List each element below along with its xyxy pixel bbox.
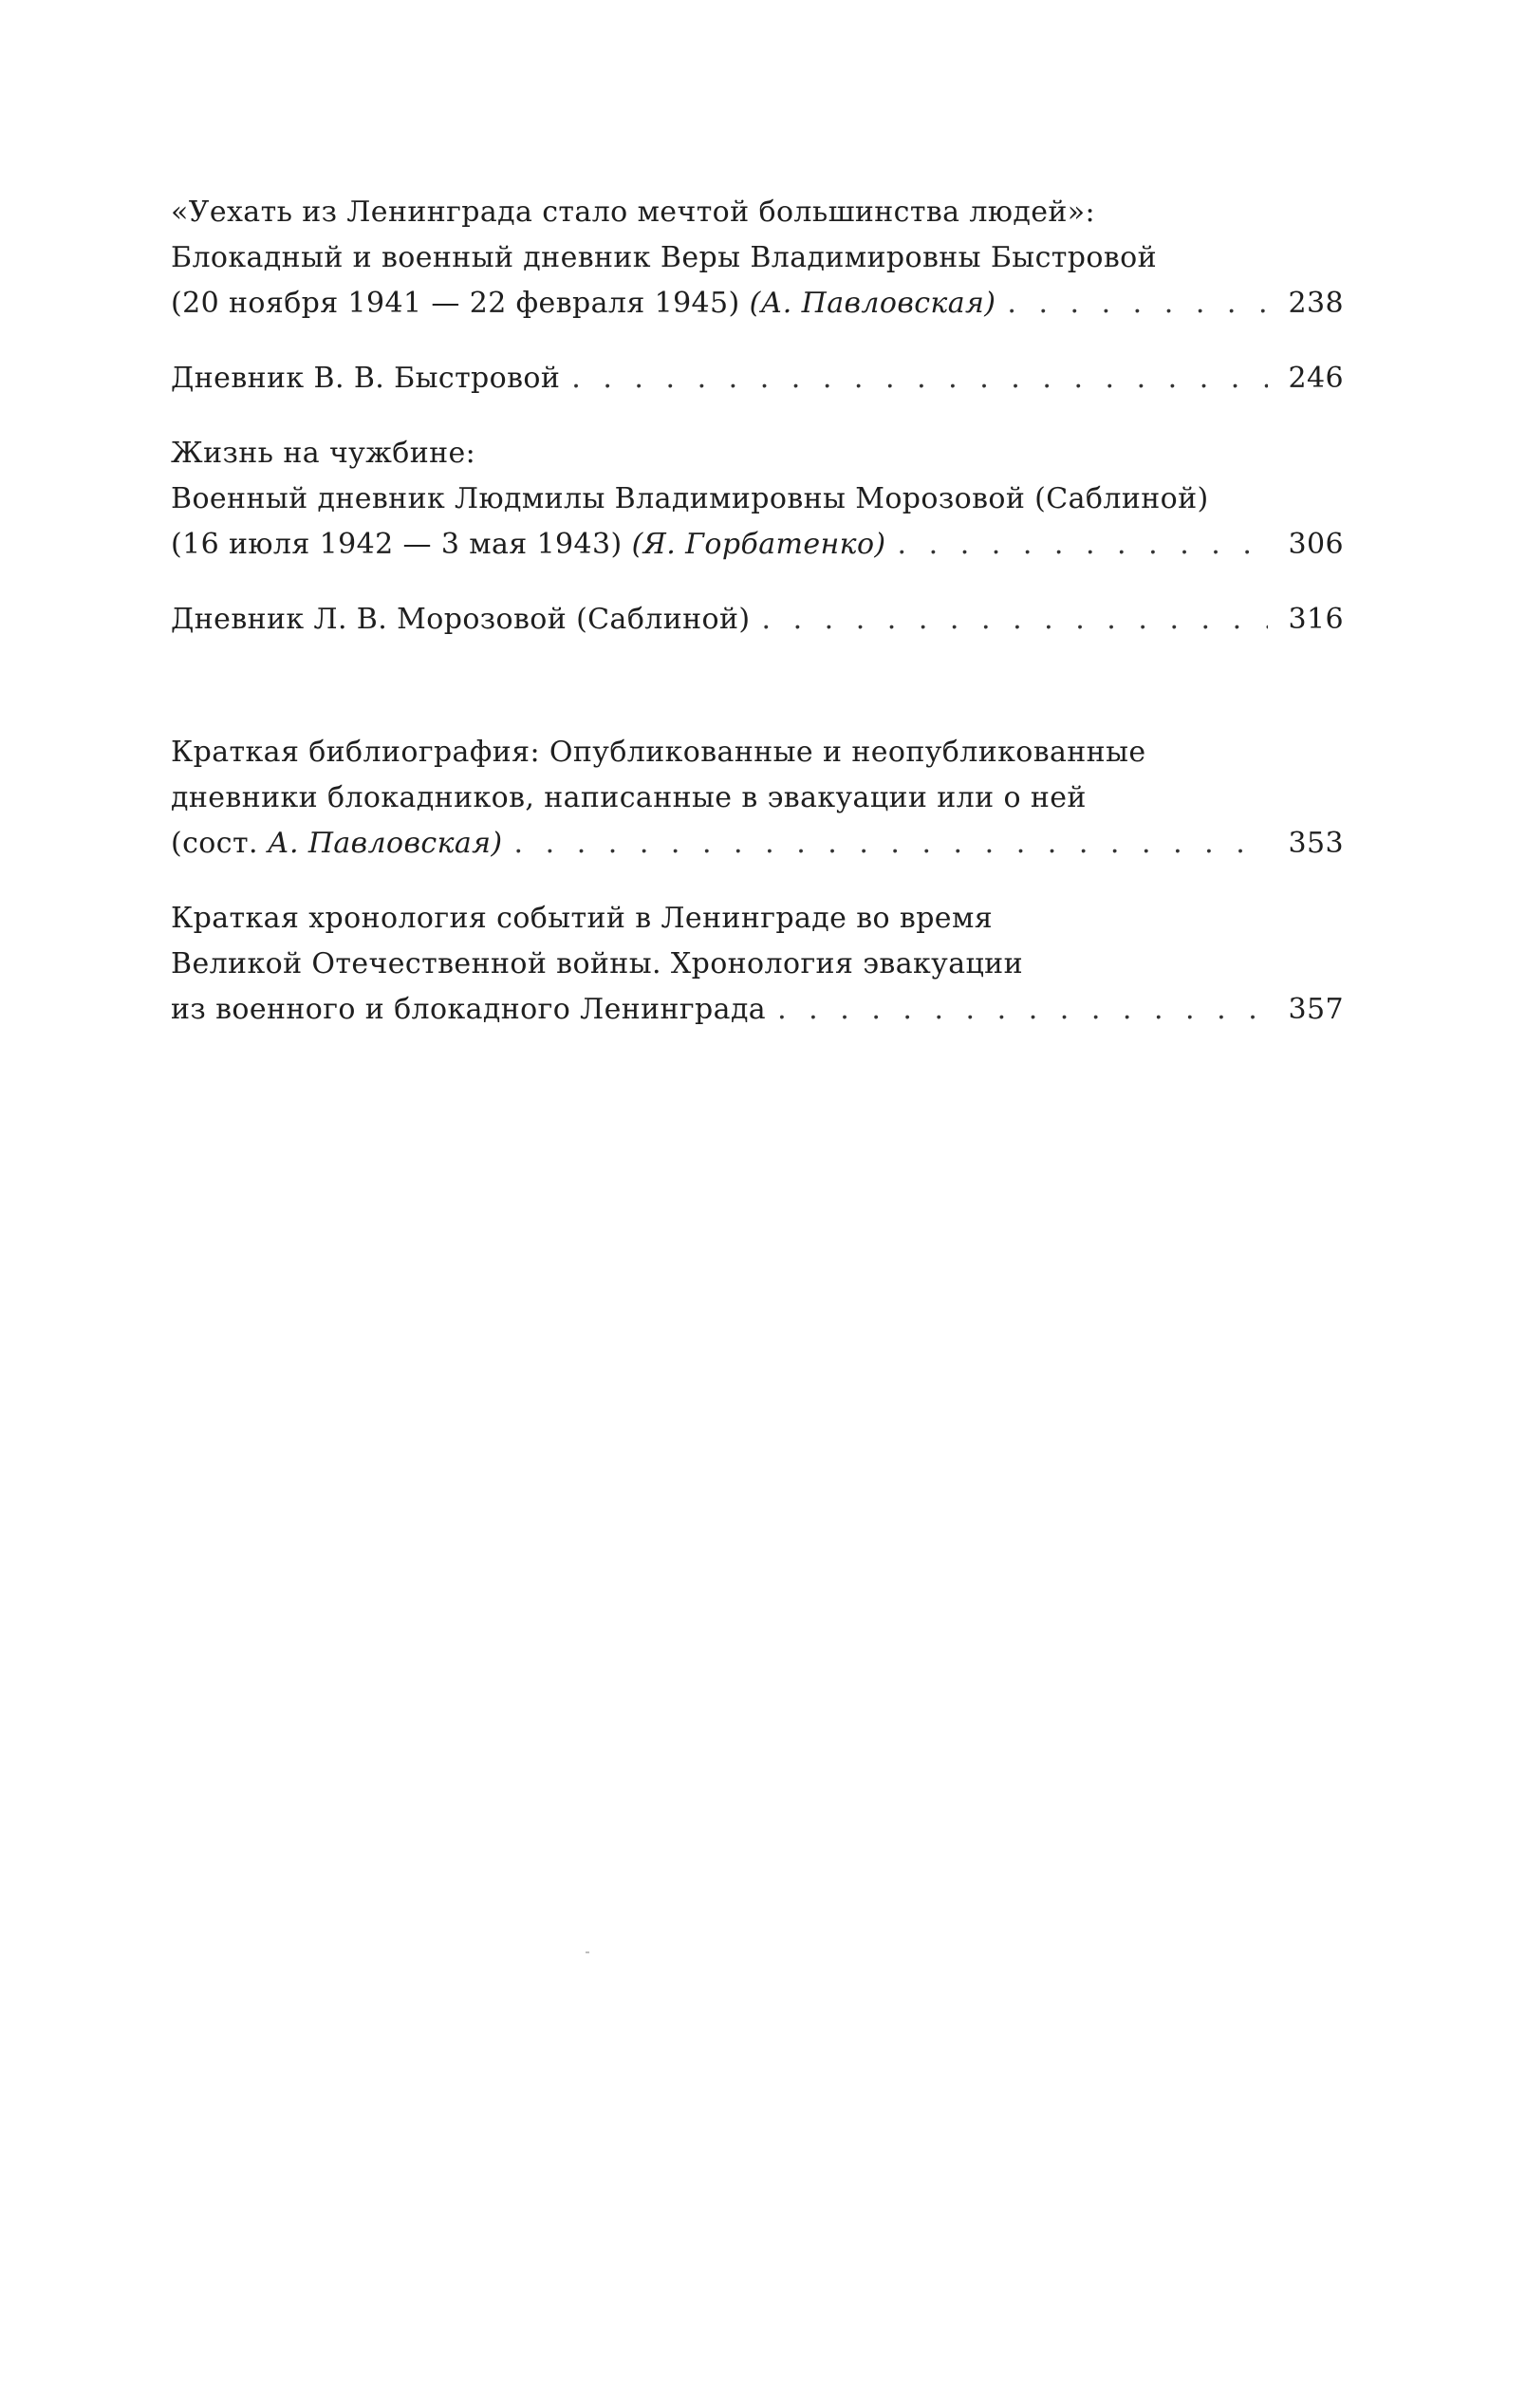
toc-entry-bystrova-intro bbox=[171, 190, 1344, 327]
dot-leader bbox=[898, 522, 1268, 568]
toc-entry-chronology bbox=[171, 896, 1344, 1033]
toc-entry-morozova-diary bbox=[171, 597, 1344, 643]
toc-page-number: 246 bbox=[1288, 362, 1344, 395]
toc-entry-line: Жизнь на чужбине: bbox=[171, 437, 476, 470]
toc-entry-line: дневники блокадников, написанные в эвакуации или о ней bbox=[171, 781, 1087, 814]
dot-leader bbox=[1007, 281, 1268, 327]
toc-entry-text bbox=[171, 821, 503, 867]
toc-page-number: 357 bbox=[1288, 993, 1344, 1026]
toc-entry-text-regular: (20 ноября 1941 — 22 февраля 1945) bbox=[171, 287, 750, 320]
toc-entry-last-line bbox=[171, 821, 1344, 867]
table-of-contents bbox=[171, 190, 1344, 1062]
toc-entry-line: «Уехать из Ленинграда стало мечтой большинства людей»: bbox=[171, 196, 1096, 229]
dot-leader bbox=[762, 597, 1269, 643]
toc-entry-morozova-intro bbox=[171, 431, 1344, 568]
toc-entry-text-regular: (16 июля 1942 — 3 мая 1943) bbox=[171, 528, 632, 561]
toc-page-number: 306 bbox=[1288, 528, 1344, 561]
toc-entry-text-regular: Дневник Л. В. Морозовой (Саблиной) bbox=[171, 603, 751, 636]
toc-entry-line: Блокадный и военный дневник Веры Владимировны Быстровой bbox=[171, 241, 1157, 274]
toc-page-number: 353 bbox=[1288, 827, 1344, 860]
toc-entry-line: Военный дневник Людмилы Владимировны Морозовой (Саблиной) bbox=[171, 482, 1209, 515]
toc-entry-author: (А. Павловская) bbox=[749, 287, 996, 320]
toc-entry-last-line bbox=[171, 597, 1344, 643]
toc-entry-text bbox=[171, 356, 560, 401]
dot-leader bbox=[571, 356, 1268, 401]
toc-entry-text bbox=[171, 522, 886, 568]
toc-entry-text-regular: (сост. bbox=[171, 827, 268, 860]
toc-entry-author: А. Павловская) bbox=[267, 827, 503, 860]
toc-entry-line: Краткая библиография: Опубликованные и неопубликованные bbox=[171, 736, 1146, 769]
toc-entry-author: (Я. Горбатенко) bbox=[631, 528, 886, 561]
scan-speck bbox=[586, 1951, 589, 1953]
toc-entry-text-regular: Дневник В. В. Быстровой bbox=[171, 362, 561, 395]
toc-entry-text bbox=[171, 987, 766, 1033]
toc-entry-last-line bbox=[171, 281, 1344, 327]
toc-entry-last-line bbox=[171, 987, 1344, 1033]
toc-page-number: 316 bbox=[1288, 603, 1344, 636]
toc-entry-last-line bbox=[171, 522, 1344, 568]
toc-entry-text bbox=[171, 281, 996, 327]
toc-entry-text-regular: из военного и блокадного Ленинграда bbox=[171, 993, 767, 1026]
dot-leader bbox=[514, 821, 1268, 867]
toc-entry-last-line bbox=[171, 356, 1344, 401]
dot-leader bbox=[777, 987, 1268, 1033]
toc-page-number: 238 bbox=[1288, 287, 1344, 320]
toc-entry-line: Великой Отечественной войны. Хронология эвакуации bbox=[171, 947, 1023, 980]
toc-entry-bibliography bbox=[171, 730, 1344, 867]
toc-entry-text bbox=[171, 597, 751, 643]
toc-entry-line: Краткая хронология событий в Ленинграде во время bbox=[171, 902, 994, 935]
toc-entry-bystrova-diary bbox=[171, 356, 1344, 401]
